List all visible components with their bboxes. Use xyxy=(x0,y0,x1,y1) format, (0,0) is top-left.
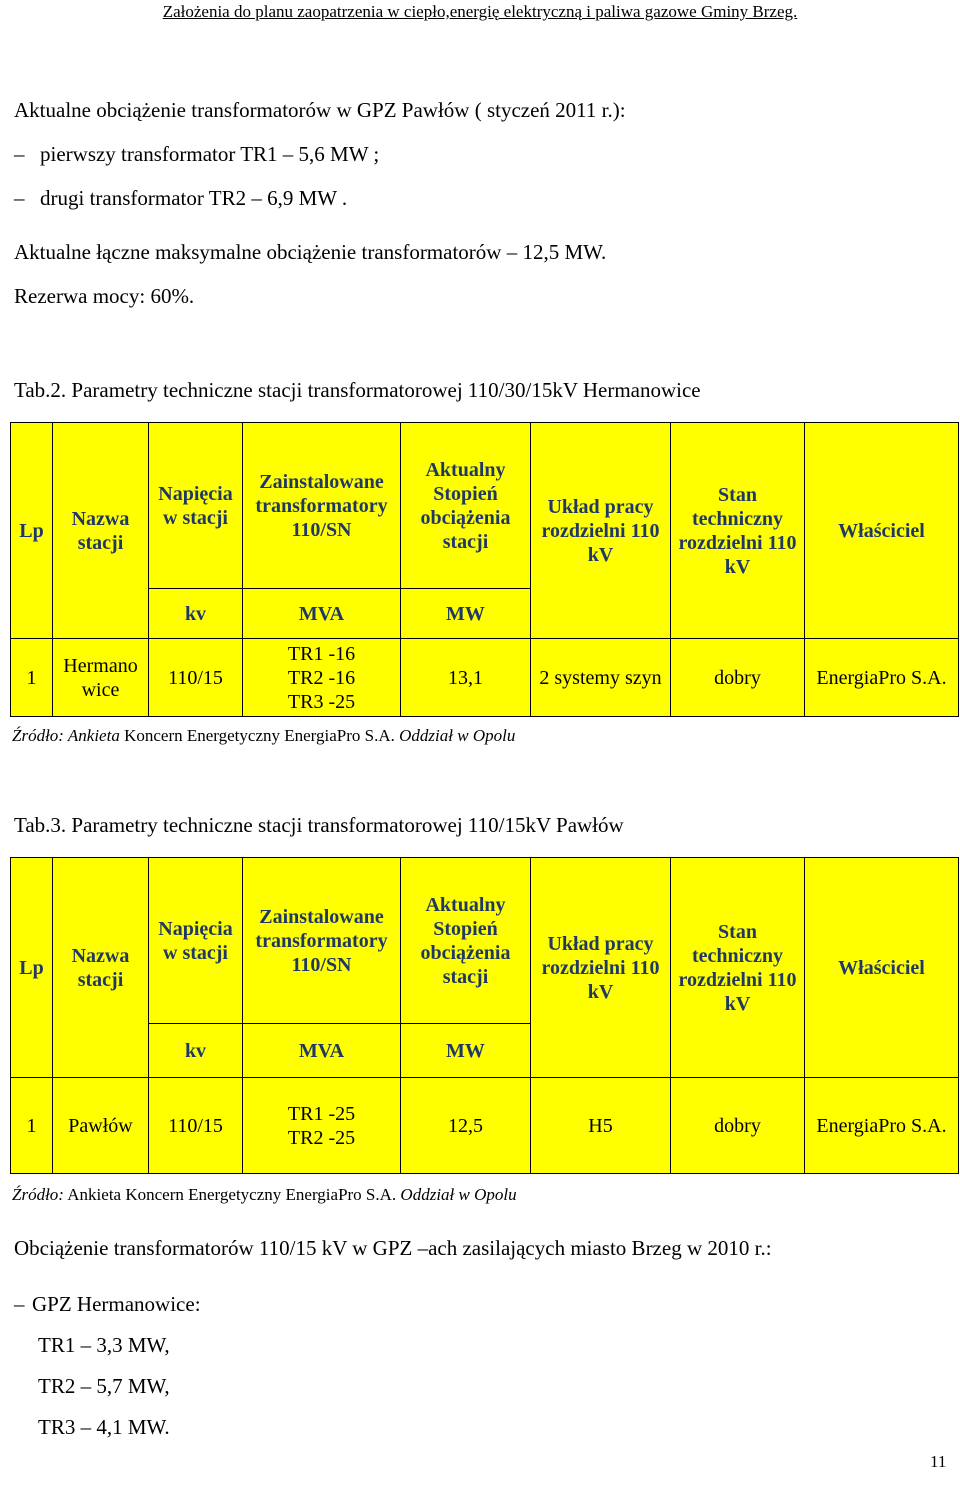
header-wlasciciel: Właściciel xyxy=(805,423,959,639)
header-nazwa: Nazwa stacji xyxy=(53,858,149,1078)
header-zainstalowane: Zainstalowane transformatory 110/SN xyxy=(243,423,401,589)
header-wlasciciel: Właściciel xyxy=(805,858,959,1078)
intro-bullet-2: – drugi transformator TR2 – 6,9 MW . xyxy=(14,186,348,210)
row-nazwa: Hermano wice xyxy=(53,639,149,717)
dash-bullet: – xyxy=(14,142,25,166)
transformer-1: TR1 -25 xyxy=(287,1102,356,1125)
row-napiecia: 110/15 xyxy=(149,1078,243,1174)
header-napiecia: Napięcia w stacji xyxy=(149,423,243,589)
row-nazwa: Pawłów xyxy=(53,1078,149,1174)
header-stan: Stan techniczny rozdzielni 110 kV xyxy=(671,423,805,639)
unit-kv: kv xyxy=(149,589,243,639)
transformer-1: TR1 -16 xyxy=(287,642,356,665)
intro-line-2: Aktualne łączne maksymalne obciążenie transformatorów – 12,5 MW. xyxy=(14,240,607,264)
row-wlasciciel: EnergiaPro S.A. xyxy=(805,639,959,717)
row-transformatory xyxy=(243,1078,401,1174)
table2-source: Źródło: Ankieta Koncern Energetyczny EnergiaPro S.A. Oddział w Opolu xyxy=(12,726,516,745)
table2-caption: Tab.2. Parametry techniczne stacji transformatorowej 110/30/15kV Hermanowice xyxy=(14,378,701,402)
row-lp: 1 xyxy=(11,639,53,717)
header-aktualny: Aktualny Stopień obciążenia stacji xyxy=(401,423,531,589)
intro-line-1: Aktualne obciążenie transformatorów w GPZ Pawłów ( styczeń 2011 r.): xyxy=(14,98,626,122)
outro-line-1: Obciążenie transformatorów 110/15 kV w GPZ –ach zasilających miasto Brzeg w 2010 r.: xyxy=(14,1236,772,1260)
row-obciazenie: 12,5 xyxy=(401,1078,531,1174)
row-stan: dobry xyxy=(671,639,805,717)
unit-mw: MW xyxy=(401,1024,531,1078)
table2 xyxy=(10,422,959,717)
row-uklad: 2 systemy szyn xyxy=(531,639,671,717)
unit-mva: MVA xyxy=(243,589,401,639)
table3-caption: Tab.3. Parametry techniczne stacji transformatorowej 110/15kV Pawłów xyxy=(14,813,624,837)
header-stan: Stan techniczny rozdzielni 110 kV xyxy=(671,858,805,1078)
unit-mw: MW xyxy=(401,589,531,639)
header-aktualny: Aktualny Stopień obciążenia stacji xyxy=(401,858,531,1024)
row-lp: 1 xyxy=(11,1078,53,1174)
outro-bullet: – GPZ Hermanowice: xyxy=(14,1292,201,1316)
header-lp: Lp xyxy=(11,858,53,1078)
row-transformatory xyxy=(243,639,401,717)
table3-source: Źródło: Ankieta Koncern Energetyczny EnergiaPro S.A. Oddział w Opolu xyxy=(12,1185,517,1204)
table3 xyxy=(10,857,959,1174)
row-obciazenie: 13,1 xyxy=(401,639,531,717)
table-row xyxy=(11,1078,959,1174)
transformer-3: TR3 -25 xyxy=(287,690,356,713)
header-lp: Lp xyxy=(11,423,53,639)
outro-tr2: TR2 – 5,7 MW, xyxy=(38,1374,170,1398)
unit-kv: kv xyxy=(149,1024,243,1078)
intro-bullet-1: – pierwszy transformator TR1 – 5,6 MW ; xyxy=(14,142,380,166)
header-uklad: Układ pracy rozdzielni 110 kV xyxy=(531,858,671,1078)
header-nazwa: Nazwa stacji xyxy=(53,423,149,639)
header-napiecia: Napięcia w stacji xyxy=(149,858,243,1024)
row-uklad: H5 xyxy=(531,1078,671,1174)
row-napiecia: 110/15 xyxy=(149,639,243,717)
header-zainstalowane: Zainstalowane transformatory 110/SN xyxy=(243,858,401,1024)
transformer-2: TR2 -16 xyxy=(287,666,356,689)
transformer-2: TR2 -25 xyxy=(287,1126,356,1149)
row-wlasciciel: EnergiaPro S.A. xyxy=(805,1078,959,1174)
page-header: Założenia do planu zaopatrzenia w ciepło,energię elektryczną i paliwa gazowe Gminy Brzeg. xyxy=(162,2,798,21)
page-number: 11 xyxy=(930,1452,947,1471)
dash-bullet: – xyxy=(14,186,25,210)
outro-tr1: TR1 – 3,3 MW, xyxy=(38,1333,170,1357)
dash-bullet: – xyxy=(14,1292,25,1316)
intro-line-3: Rezerwa mocy: 60%. xyxy=(14,284,195,308)
row-stan: dobry xyxy=(671,1078,805,1174)
outro-tr3: TR3 – 4,1 MW. xyxy=(38,1415,170,1439)
header-uklad: Układ pracy rozdzielni 110 kV xyxy=(531,423,671,639)
table-row xyxy=(11,639,959,717)
unit-mva: MVA xyxy=(243,1024,401,1078)
